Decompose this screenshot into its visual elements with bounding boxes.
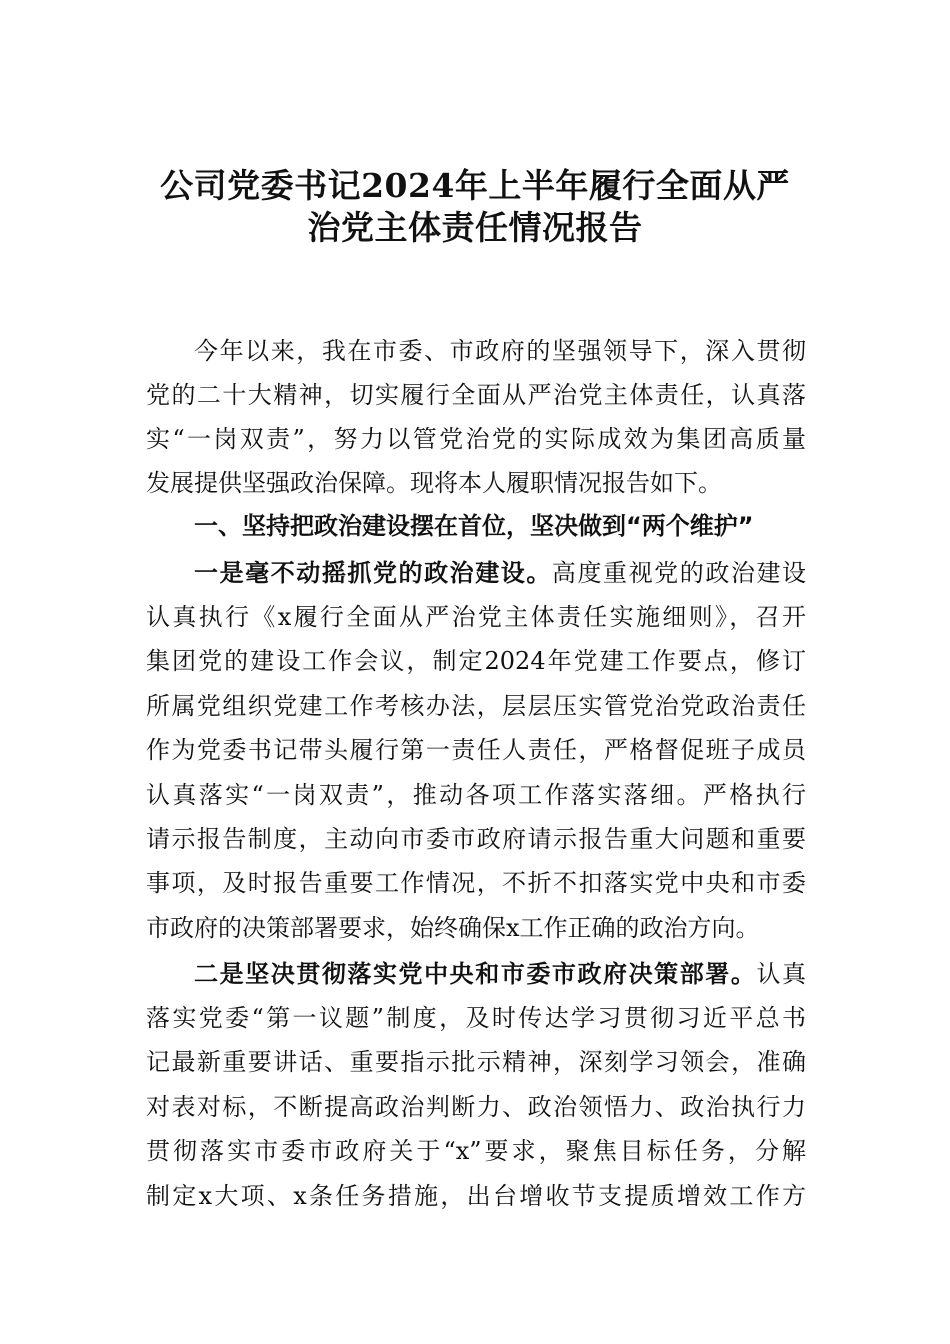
paragraph-3-line-4: 对表对标，不断提高政治判断力、政治领悟力、政治执行力 — [146, 1093, 806, 1121]
paragraph-2-line-8: 事项，及时报告重要工作情况，不折不扣落实党中央和市委 — [146, 869, 806, 897]
paragraph-2-first-rest: 高度重视党的政治建设 — [551, 559, 806, 587]
paragraph-1-line-1: 今年以来，我在市委、市政府的坚强领导下，深入贯彻 — [194, 337, 806, 365]
paragraph-1-line-3: 实“一岗双责”，努力以管党治党的实际成效为集团高质量 — [146, 425, 806, 453]
document-title-line-1: 公司党委书记2024年上半年履行全面从严 — [160, 166, 790, 205]
paragraph-2-line-4: 所属党组织党建工作考核办法，层层压实管党治党政治责任 — [146, 692, 806, 720]
paragraph-1-line-2: 党的二十大精神，切实履行全面从严治党主体责任，认真落 — [146, 381, 806, 409]
paragraph-3-line-3: 记最新重要讲话、重要指示批示精神，深刻学习领会，准确 — [146, 1048, 806, 1076]
paragraph-2-lead: 一是毫不动摇抓党的政治建设。 — [194, 558, 552, 587]
paragraph-3-line-1 — [194, 951, 806, 997]
document-title-line-2: 治党主体责任情况报告 — [307, 208, 643, 247]
section-heading-1: 一、坚持把政治建设摆在首位，坚决做到“两个维护” — [194, 512, 754, 540]
paragraph-2-line-1 — [194, 550, 806, 596]
paragraph-2-line-5: 作为党委书记带头履行第一责任人责任，严格督促班子成员 — [146, 736, 806, 764]
paragraph-3-line-6: 制定x大项、x条任务措施，出台增收节支提质增效工作方 — [146, 1182, 806, 1210]
paragraph-3-line-2: 落实党委“第一议题”制度，及时传达学习贯彻习近平总书 — [146, 1004, 806, 1032]
paragraph-2-line-3: 集团党的建设工作会议，制定2024年党建工作要点，修订 — [146, 647, 806, 675]
paragraph-1-line-4: 发展提供坚强政治保障。现将本人履职情况报告如下。 — [146, 469, 722, 497]
paragraph-2-line-2: 认真执行《x履行全面从严治党主体责任实施细则》，召开 — [146, 603, 806, 631]
paragraph-3-lead: 二是坚决贯彻落实党中央和市委市政府决策部署。 — [194, 959, 757, 988]
paragraph-2-line-7: 请示报告制度，主动向市委市政府请示报告重大问题和重要 — [146, 825, 806, 853]
paragraph-2-line-6: 认真落实“一岗双责”，推动各项工作落实落细。严格执行 — [146, 781, 806, 809]
paragraph-3-first-rest: 认真 — [756, 960, 806, 988]
paragraph-3-line-5: 贯彻落实市委市政府关于“x”要求，聚焦目标任务，分解 — [146, 1137, 806, 1165]
paragraph-2-line-9: 市政府的决策部署要求，始终确保x工作正确的政治方向。 — [146, 914, 760, 942]
